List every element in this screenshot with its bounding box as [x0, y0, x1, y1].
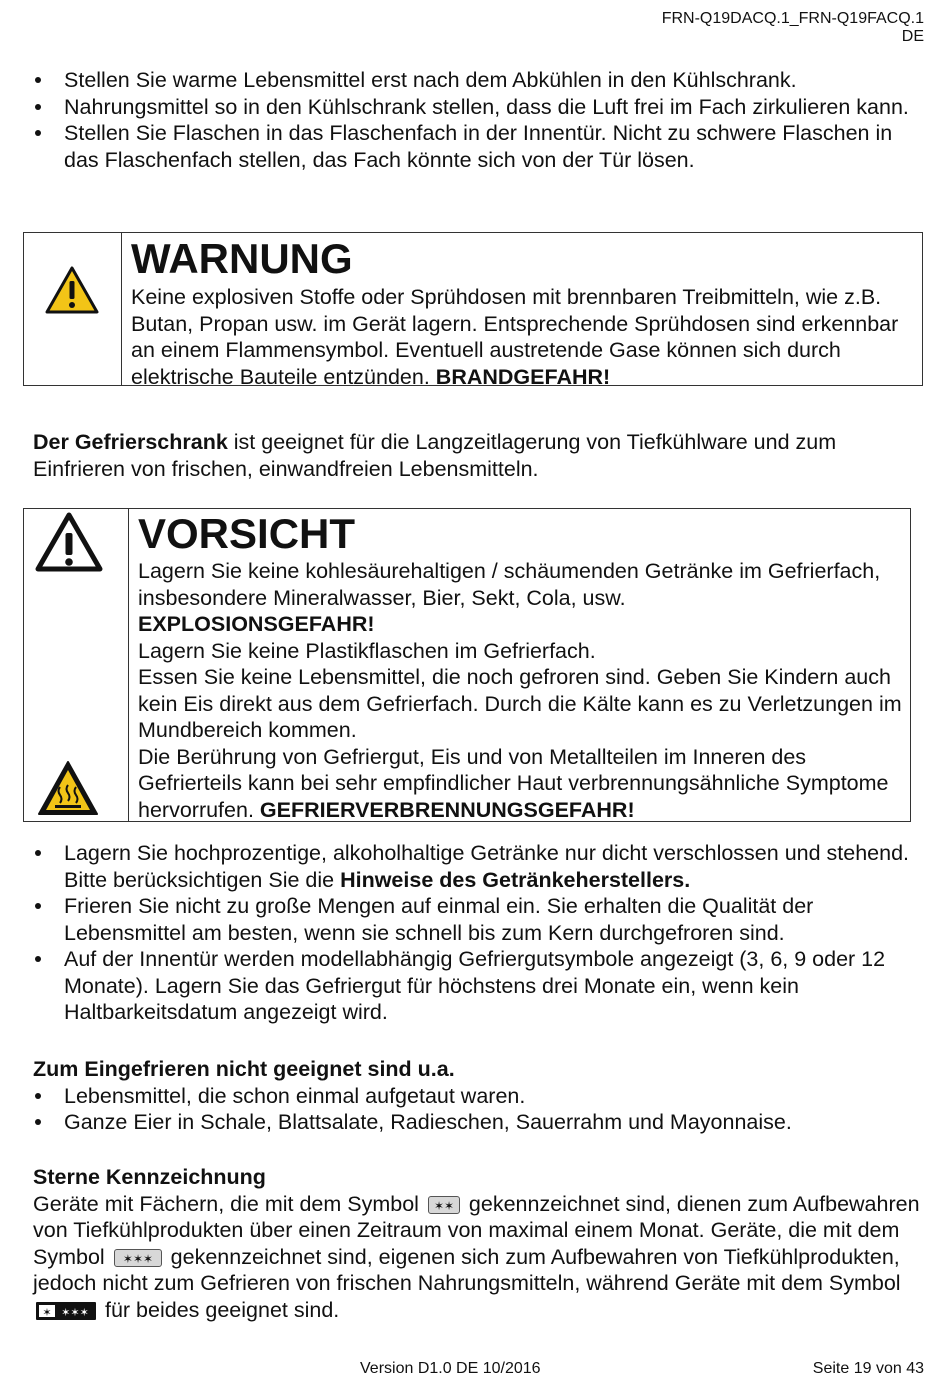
document-header — [662, 10, 924, 46]
middle-bullet-list — [33, 840, 913, 1026]
not-suitable-list — [33, 1083, 913, 1136]
freezer-description: ist geeignet für die Langzeitlagerung von Tiefkühlware und zum Einfrieren von frischen, einwandfreien Lebensmitteln. — [33, 430, 837, 481]
freezer-label: Der Gefrierschrank — [33, 430, 228, 454]
warning-box — [23, 232, 923, 389]
caution-carbonated-text: Lagern Sie keine kohlesäurehaltigen / schäumenden Getränke im Gefrierfach, insbesondere Mineralwasser, Bier, Sekt, Cola, usw. — [138, 559, 881, 610]
list-item — [33, 840, 913, 893]
manufacturer-notes-label: Hinweise des Getränkeherstellers. — [340, 867, 691, 892]
frostbite-hazard-icon — [36, 759, 100, 817]
language-code: DE — [901, 28, 924, 45]
top-bullet-list — [33, 67, 913, 173]
svg-text:✶✶✶: ✶✶✶ — [61, 1305, 89, 1319]
list-item: Ganze Eier in Schale, Blattsalate, Radieschen, Sauerrahm und Mayonnaise. — [33, 1109, 913, 1136]
model-number: FRN-Q19DACQ.1_FRN-Q19FACQ.1 — [661, 10, 924, 27]
star-text-2: gekennzeichnet sind, dienen zum Aufbewahren von Tiefkühlprodukten über einen Zeitraum von maximal einem Monat. Geräte, die mit dem Symbol — [33, 1191, 920, 1269]
list-item: Stellen Sie warme Lebensmittel erst nach dem Abkühlen in den Kühlschrank. — [33, 67, 913, 94]
warning-title: WARNUNG — [131, 235, 353, 282]
caution-icon-column — [24, 509, 129, 821]
star-text-1: Geräte mit Fächern, die mit dem Symbol — [33, 1191, 419, 1216]
caution-content — [138, 511, 903, 823]
list-item: Auf der Innentür werden modellabhängig Gefriergutsymbole angezeigt (3, 6, 9 oder 12 Monate). Lagern Sie das Gefriergut für höchstens drei Monate ein, wenn kein Haltbarkeitsdatum angezeigt wird. — [33, 946, 913, 1026]
caution-line-skin — [138, 744, 903, 824]
list-item: Lebensmittel, die schon einmal aufgetaut waren. — [33, 1083, 913, 1110]
warning-body: Keine explosiven Stoffe oder Sprühdosen mit brennbaren Treibmitteln, wie z.B. Butan, Propan usw. im Gerät lagern. Entsprechende Sprühdosen sind erkennbar an einem Flammensymbol. Eventuell austretende Gase können sich durch elektrische Bauteile entzünden. — [131, 285, 899, 389]
star-text-3: gekennzeichnet sind, eigenen sich zum Aufbewahren von Tiefkühlprodukten, jedoch nicht zum Gefrieren von frischen Nahrungsmitteln, während Geräte mit dem Symbol — [33, 1244, 901, 1295]
star-rating-text — [33, 1191, 923, 1324]
caution-title: VORSICHT — [138, 510, 356, 557]
four-star-symbol-icon — [36, 1302, 96, 1320]
svg-text:✶✶: ✶✶ — [433, 1198, 454, 1213]
freezer-paragraph — [33, 429, 913, 482]
svg-text:✶: ✶ — [42, 1305, 52, 1319]
footer-version: Version D1.0 DE 10/2016 — [360, 1360, 541, 1377]
warning-triangle-icon — [44, 265, 100, 315]
list-item: Frieren Sie nicht zu große Mengen auf einmal ein. Sie erhalten die Qualität der Lebensmittel am besten, wenn sie schnell bis zum Kern durchgefroren sind. — [33, 893, 913, 946]
svg-text:✶✶✶: ✶✶✶ — [122, 1251, 153, 1266]
fire-hazard-label: BRANDGEFAHR! — [435, 364, 611, 389]
caution-line-plastic: Lagern Sie keine Plastikflaschen im Gefrierfach. — [138, 638, 596, 663]
alcohol-text: Lagern Sie hochprozentige, alkoholhaltige Getränke nur dicht verschlossen und stehend. Bitte berücksichtigen Sie die — [64, 841, 910, 892]
frostbite-hazard-label: GEFRIERVERBRENNUNGSGEFAHR! — [259, 797, 635, 822]
caution-line-carbonated — [138, 558, 903, 638]
warning-icon-column — [24, 233, 122, 385]
explosion-hazard-label: EXPLOSIONSGEFAHR! — [138, 612, 375, 636]
caution-triangle-icon — [34, 511, 104, 573]
star-rating-section — [33, 1164, 923, 1323]
caution-box — [23, 508, 911, 822]
not-suitable-section — [33, 1056, 913, 1136]
list-item: Nahrungsmittel so in den Kühlschrank stellen, dass die Luft frei im Fach zirkulieren kann. — [33, 94, 913, 121]
two-star-symbol-icon — [428, 1196, 460, 1214]
not-suitable-heading: Zum Eingefrieren nicht geeignet sind u.a. — [33, 1057, 455, 1081]
caution-line-frozen-food: Essen Sie keine Lebensmittel, die noch gefroren sind. Geben Sie Kindern auch kein Eis direkt aus dem Gefrierfach. Durch die Kälte kann es zu Verletzungen im Mundbereich kommen. — [138, 665, 902, 742]
star-rating-heading: Sterne Kennzeichnung — [33, 1165, 266, 1189]
warning-text — [131, 284, 911, 390]
three-star-symbol-icon — [114, 1249, 162, 1267]
star-text-4: für beides geeignet sind. — [104, 1297, 340, 1322]
footer-page-number: Seite 19 von 43 — [812, 1360, 924, 1377]
warning-content — [131, 236, 911, 390]
list-item: Stellen Sie Flaschen in das Flaschenfach in der Innentür. Nicht zu schwere Flaschen in das Flaschenfach stellen, das Fach könnte sich von der Tür lösen. — [33, 120, 913, 173]
caution-skin-text: Die Berührung von Gefriergut, Eis und von Metallteilen im Inneren des Gefrierteils kann bei sehr empfindlicher Haut verbrennungsähnliche Symptome hervorrufen. — [138, 744, 889, 822]
